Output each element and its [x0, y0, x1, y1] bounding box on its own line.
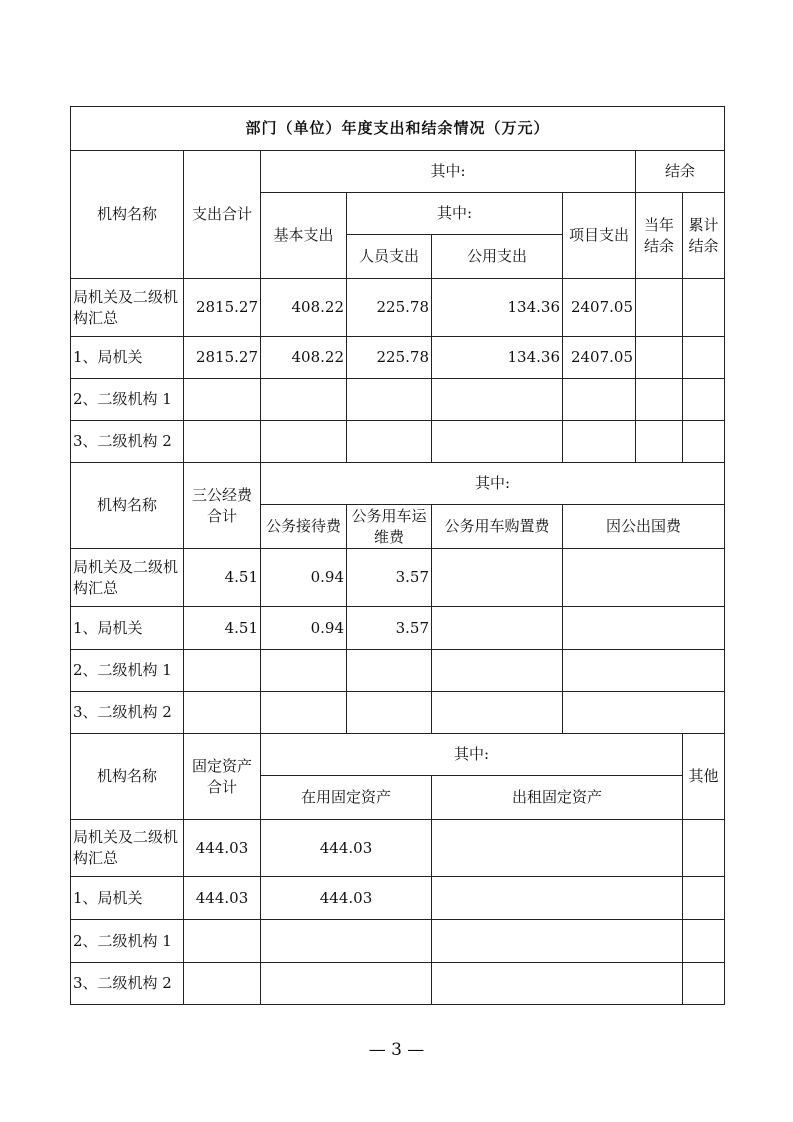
s3-row-in-use [261, 963, 432, 1005]
s1-header-of-which: 其中: [261, 151, 636, 193]
s1-header-of-which-basic: 其中: [347, 193, 563, 235]
s1-header-year-balance: 当年结余 [636, 193, 683, 279]
table-row [71, 421, 725, 463]
s3-row-rented [432, 820, 683, 877]
table-row [71, 607, 725, 650]
s3-header-org-name: 机构名称 [71, 734, 184, 820]
s2-header-org-name: 机构名称 [71, 463, 184, 549]
s3-row-total: 444.03 [184, 820, 261, 877]
s3-row-rented [432, 920, 683, 963]
table-row [71, 963, 725, 1005]
s2-header-vehicle-buy: 公务用车购置费 [432, 505, 563, 549]
s3-header-rented: 出租固定资产 [432, 776, 683, 820]
table-row [71, 549, 725, 607]
s2-row-total [184, 650, 261, 692]
s2-row-name: 2、二级机构 1 [71, 650, 184, 692]
s1-row-total: 2815.27 [184, 279, 261, 337]
s1-row-total [184, 421, 261, 463]
s1-row-personnel [347, 379, 432, 421]
s2-header-total: 三公经费合计 [184, 463, 261, 549]
s2-header-vehicle-op: 公务用车运维费 [347, 505, 432, 549]
s2-row-total: 4.51 [184, 607, 261, 650]
s2-header-of-which: 其中: [261, 463, 725, 505]
table-row [71, 877, 725, 920]
s2-row-vehicle-op [347, 692, 432, 734]
s1-header-cum-balance: 累计结余 [683, 193, 725, 279]
s3-row-in-use: 444.03 [261, 877, 432, 920]
s1-row-year-balance [636, 337, 683, 379]
s3-row-other [683, 920, 725, 963]
s3-row-total [184, 963, 261, 1005]
s3-header-in-use: 在用固定资产 [261, 776, 432, 820]
s2-row-name: 3、二级机构 2 [71, 692, 184, 734]
s1-header-org-name: 机构名称 [71, 151, 184, 279]
s2-row-vehicle-op: 3.57 [347, 607, 432, 650]
s1-row-public [432, 379, 563, 421]
s3-row-rented [432, 877, 683, 920]
s1-row-public [432, 421, 563, 463]
table-row [71, 920, 725, 963]
s1-row-project [563, 421, 636, 463]
page-number: — 3 — [368, 1040, 425, 1060]
s1-row-name: 局机关及二级机构汇总 [71, 279, 184, 337]
s3-row-name: 2、二级机构 1 [71, 920, 184, 963]
expenditure-balance-table [70, 106, 725, 1005]
s3-row-rented [432, 963, 683, 1005]
s3-row-name: 1、局机关 [71, 877, 184, 920]
s1-row-cum-balance [683, 379, 725, 421]
s1-row-name: 2、二级机构 1 [71, 379, 184, 421]
s1-row-year-balance [636, 379, 683, 421]
s2-row-reception: 0.94 [261, 549, 347, 607]
table-row [71, 379, 725, 421]
s1-row-name: 3、二级机构 2 [71, 421, 184, 463]
table-row [71, 279, 725, 337]
s3-row-other [683, 877, 725, 920]
s1-row-personnel [347, 421, 432, 463]
s2-row-name: 局机关及二级机构汇总 [71, 549, 184, 607]
s2-header-reception: 公务接待费 [261, 505, 347, 549]
table-row [71, 650, 725, 692]
s2-row-total [184, 692, 261, 734]
s2-row-reception: 0.94 [261, 607, 347, 650]
s2-row-reception [261, 692, 347, 734]
s3-header-total: 固定资产合计 [184, 734, 261, 820]
s1-row-project: 2407.05 [563, 337, 636, 379]
s1-row-total [184, 379, 261, 421]
s1-header-basic: 基本支出 [261, 193, 347, 279]
s3-row-in-use: 444.03 [261, 820, 432, 877]
s1-row-year-balance [636, 279, 683, 337]
s3-row-total: 444.03 [184, 877, 261, 920]
s3-header-other: 其他 [683, 734, 725, 820]
s3-header-of-which: 其中: [261, 734, 683, 776]
s1-row-year-balance [636, 421, 683, 463]
s1-row-basic: 408.22 [261, 337, 347, 379]
table-row [71, 820, 725, 877]
s1-row-project: 2407.05 [563, 279, 636, 337]
s2-row-vehicle-op [347, 650, 432, 692]
s1-row-cum-balance [683, 421, 725, 463]
table-row [71, 692, 725, 734]
s1-row-personnel: 225.78 [347, 279, 432, 337]
s2-row-vehicle-buy [432, 650, 563, 692]
s3-row-total [184, 920, 261, 963]
s2-row-name: 1、局机关 [71, 607, 184, 650]
table-title: 部门（单位）年度支出和结余情况（万元） [71, 107, 725, 151]
s1-row-project [563, 379, 636, 421]
s1-row-basic [261, 379, 347, 421]
s2-row-abroad [563, 607, 725, 650]
s3-row-in-use [261, 920, 432, 963]
s2-row-vehicle-buy [432, 692, 563, 734]
s2-row-reception [261, 650, 347, 692]
s2-row-vehicle-buy [432, 549, 563, 607]
s2-row-abroad [563, 549, 725, 607]
s1-header-balance: 结余 [636, 151, 725, 193]
s3-row-name: 局机关及二级机构汇总 [71, 820, 184, 877]
s2-row-vehicle-buy [432, 607, 563, 650]
s2-row-abroad [563, 650, 725, 692]
s3-row-other [683, 963, 725, 1005]
s1-row-public: 134.36 [432, 279, 563, 337]
s2-row-abroad [563, 692, 725, 734]
s1-row-basic: 408.22 [261, 279, 347, 337]
s1-header-total: 支出合计 [184, 151, 261, 279]
s1-row-total: 2815.27 [184, 337, 261, 379]
s1-row-cum-balance [683, 337, 725, 379]
s1-row-personnel: 225.78 [347, 337, 432, 379]
s1-header-project: 项目支出 [563, 193, 636, 279]
s2-header-abroad: 因公出国费 [563, 505, 725, 549]
s3-row-name: 3、二级机构 2 [71, 963, 184, 1005]
s1-header-personnel: 人员支出 [347, 235, 432, 279]
s3-row-other [683, 820, 725, 877]
s2-row-total: 4.51 [184, 549, 261, 607]
s1-row-basic [261, 421, 347, 463]
s1-row-cum-balance [683, 279, 725, 337]
s1-header-public: 公用支出 [432, 235, 563, 279]
table-row [71, 337, 725, 379]
s1-row-public: 134.36 [432, 337, 563, 379]
s2-row-vehicle-op: 3.57 [347, 549, 432, 607]
s1-row-name: 1、局机关 [71, 337, 184, 379]
